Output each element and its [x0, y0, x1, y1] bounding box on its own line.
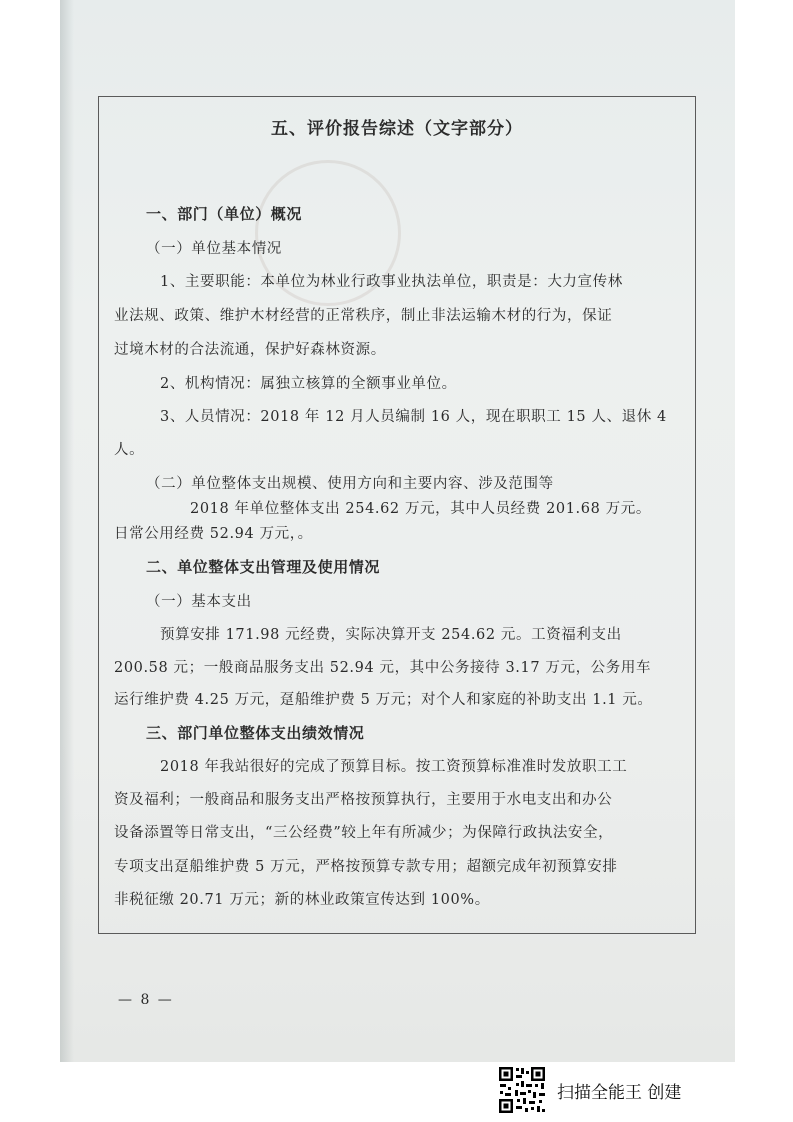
subsection-1-1-heading: （一）单位基本情况	[146, 241, 282, 257]
paragraph-line: 资及福利；一般商品和服务支出严格按预算执行，主要用于水电支出和办公	[114, 792, 613, 808]
paragraph-line: 非税征缴 20.71 万元；新的林业政策宣传达到 100%。	[114, 892, 490, 908]
paragraph-line: 2018 年我站很好的完成了预算目标。按工资预算标准准时发放职工工	[160, 759, 628, 775]
paragraph-line: 运行维护费 4.25 万元，趸船维护费 5 万元；对个人和家庭的补助支出 1.1 元。	[114, 692, 653, 708]
paragraph-line: 200.58 元；一般商品服务支出 52.94 元，其中公务接待 3.17 万元，公务用车	[114, 660, 652, 676]
qr-code-icon[interactable]	[497, 1065, 547, 1115]
paragraph-line: 业法规、政策、维护木材经营的正常秩序，制止非法运输木材的行为，保证	[114, 308, 613, 324]
paragraph-line: 2018 年单位整体支出 254.62 万元，其中人员经费 201.68 万元。	[190, 501, 651, 517]
section-3-heading: 三、部门单位整体支出绩效情况	[146, 724, 365, 742]
paragraph-line: 2、机构情况：属独立核算的全额事业单位。	[160, 376, 457, 392]
paragraph-line: 3、人员情况：2018 年 12 月人员编制 16 人，现在职职工 15 人、退休 4	[160, 409, 667, 425]
paragraph-line: 过境木材的合法流通，保护好森林资源。	[114, 342, 386, 358]
scanner-watermark	[497, 1064, 681, 1116]
section-1-heading: 一、部门（单位）概况	[146, 205, 303, 223]
section-2-heading: 二、单位整体支出管理及使用情况	[146, 558, 381, 576]
scanner-app-credit: 扫描全能王 创建	[557, 1082, 682, 1103]
paragraph-line: 1、主要职能：本单位为林业行政事业执法单位，职责是：大力宣传林	[160, 274, 623, 290]
paragraph-line: 预算安排 171.98 元经费，实际决算开支 254.62 元。工资福利支出	[160, 627, 622, 643]
paragraph-line: 设备添置等日常支出，“三公经费”较上年有所减少；为保障行政执法安全，	[114, 825, 614, 841]
subsection-1-2-heading: （二）单位整体支出规模、使用方向和主要内容、涉及范围等	[146, 476, 554, 492]
paragraph-line: 专项支出趸船维护费 5 万元，严格按预算专款专用；超额完成年初预算安排	[114, 859, 618, 875]
page-edge-shadow	[60, 0, 74, 1062]
subsection-2-1-heading: （一）基本支出	[146, 594, 252, 610]
paragraph-line: 日常公用经费 52.94 万元，。	[114, 526, 313, 542]
page-number: — 8 —	[118, 992, 174, 1008]
report-title: 五、评价报告综述（文字部分）	[271, 119, 523, 139]
paragraph-line: 人。	[114, 442, 145, 458]
